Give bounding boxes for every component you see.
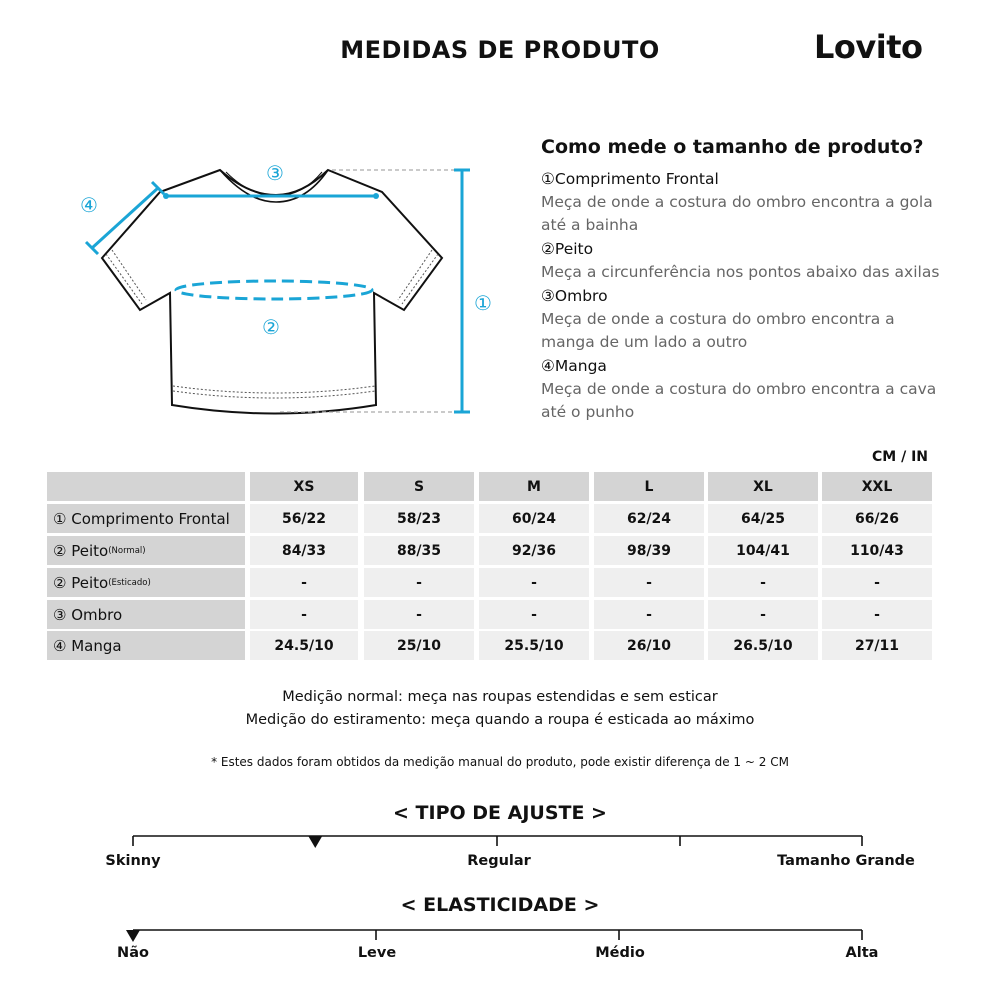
table-cell: 26.5/10	[708, 631, 818, 660]
marker-length: ①	[474, 291, 492, 315]
fit-scale	[0, 826, 1000, 856]
row-label: ④ Manga	[47, 631, 245, 660]
table-cell: 62/24	[594, 504, 704, 533]
table-cell: -	[479, 568, 589, 597]
table-cell: 110/43	[822, 536, 932, 565]
table-cell: 98/39	[594, 536, 704, 565]
howto-item-sleeve-name: ④Manga	[541, 357, 607, 375]
elasticity-title: < ELASTICIDADE >	[400, 894, 600, 916]
table-cell: 92/36	[479, 536, 589, 565]
table-cell: 104/41	[708, 536, 818, 565]
marker-sleeve: ④	[80, 193, 98, 217]
size-header: M	[479, 472, 589, 501]
table-cell: -	[364, 600, 474, 629]
table-cell: -	[250, 568, 358, 597]
table-cell: 66/26	[822, 504, 932, 533]
fit-title: < TIPO DE AJUSTE >	[393, 802, 607, 824]
row-label: ① Comprimento Frontal	[47, 504, 245, 533]
elasticity-label-high: Alta	[845, 945, 879, 961]
fit-label-skinny: Skinny	[105, 853, 161, 869]
brand-logo: Lovito	[814, 28, 923, 66]
table-cell: 64/25	[708, 504, 818, 533]
table-cell: -	[708, 600, 818, 629]
howto-item-shoulder-name: ③Ombro	[541, 287, 608, 305]
table-cell: 27/11	[822, 631, 932, 660]
howto-item-chest-name: ②Peito	[541, 240, 594, 258]
table-cell: -	[250, 600, 358, 629]
size-header: S	[364, 472, 474, 501]
howto-item-chest-desc: Meça a circunferência nos pontos abaixo das axilas	[541, 263, 940, 281]
tshirt-outline	[102, 170, 442, 414]
table-cell: 58/23	[364, 504, 474, 533]
table-cell: 60/24	[479, 504, 589, 533]
elasticity-scale	[0, 918, 1000, 948]
table-cell: 25.5/10	[479, 631, 589, 660]
table-cell: -	[594, 568, 704, 597]
size-header: XS	[250, 472, 358, 501]
howto-title: Como mede o tamanho de produto?	[541, 136, 924, 158]
note-normal: Medição normal: meça nas roupas estendidas e sem esticar	[282, 689, 718, 705]
table-cell: -	[708, 568, 818, 597]
fit-label-regular: Regular	[467, 853, 531, 869]
elasticity-label-light: Leve	[357, 945, 397, 961]
size-header: L	[594, 472, 704, 501]
howto-item-sleeve-desc: Meça de onde a costura do ombro encontra a cava até o punho	[541, 380, 937, 421]
note-stretch: Medição do estiramento: meça quando a roupa é esticada ao máximo	[245, 712, 755, 728]
howto-item-length-desc: Meça de onde a costura do ombro encontra a gola até a bainha	[541, 193, 933, 234]
marker-shoulder: ③	[266, 161, 284, 185]
howto-item-shoulder-desc: Meça de onde a costura do ombro encontra a manga de um lado a outro	[541, 310, 895, 351]
table-cell: 26/10	[594, 631, 704, 660]
note-data-source: * Estes dados foram obtidos da medição manual do produto, pode existir diferença de 1 ~ 2 CM	[211, 755, 789, 769]
table-cell: 25/10	[364, 631, 474, 660]
table-cell: -	[594, 600, 704, 629]
tshirt-diagram	[70, 150, 510, 430]
fit-label-large: Tamanho Grande	[777, 853, 915, 869]
table-cell: -	[822, 600, 932, 629]
table-cell: 88/35	[364, 536, 474, 565]
marker-chest: ②	[262, 315, 280, 339]
table-cell: 24.5/10	[250, 631, 358, 660]
fit-marker	[308, 836, 322, 848]
row-label: ② Peito (Esticado)	[47, 568, 245, 597]
howto-item-length-name: ①Comprimento Frontal	[541, 170, 719, 188]
row-label: ② Peito (Normal)	[47, 536, 245, 565]
page-title: MEDIDAS DE PRODUTO	[340, 36, 660, 64]
table-cell: -	[822, 568, 932, 597]
table-cell: -	[364, 568, 474, 597]
elasticity-label-none: Não	[117, 945, 149, 961]
unit-label: CM / IN	[872, 449, 928, 465]
size-header: XXL	[822, 472, 932, 501]
elasticity-marker	[126, 930, 140, 942]
size-header: XL	[708, 472, 818, 501]
row-label: ③ Ombro	[47, 600, 245, 629]
table-cell: -	[479, 600, 589, 629]
elasticity-label-medium: Médio	[595, 945, 645, 961]
table-corner	[47, 472, 245, 501]
table-cell: 56/22	[250, 504, 358, 533]
table-cell: 84/33	[250, 536, 358, 565]
